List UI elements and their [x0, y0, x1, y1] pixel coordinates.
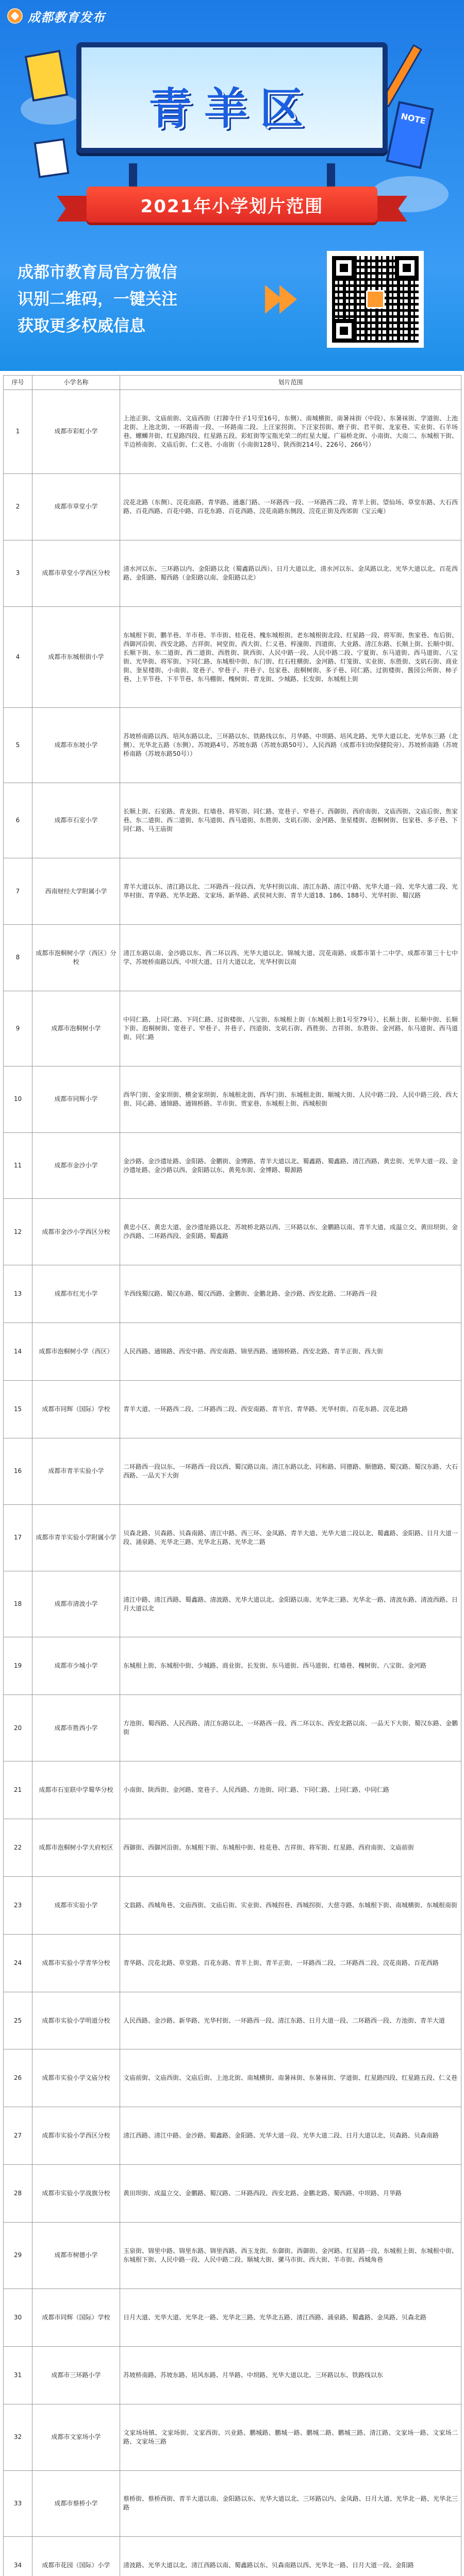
double-arrow-icon [265, 285, 294, 314]
table-row [4, 1132, 461, 1199]
school-name: 成都市泡桐树小学（西区）分校 [32, 925, 120, 991]
school-name: 成都市胜西小学 [32, 1695, 120, 1761]
table-row [4, 858, 461, 925]
zoning-range: 小南街、陕西街、金河路、宽巷子、人民西路、方池街、同仁路、下同仁路、上同仁路、中同仁路 [120, 1761, 461, 1819]
zoning-range: 上池正街、文庙前街、文庙西街（打蹄寺什子1号至16号，东侧）、南城横街、南暑袜街（中段）、东暑袜街、学道街、上池北街、上池北街、一环路南一段、一环路南二段、上汪家拐街、下汪家拐街、磨子街、君平街、龙家巷、实业街、石羊场巷、螺蛳井街、红星路四段、红星路五段、彩虹街等宝瓶光荣二的红星大厦、广福桥北街、小南街、大南二、东城根下街、半边桥南街、文庙后街、仁义巷、小南街（小南街128号、陕西街214号、226号、266号） [120, 390, 461, 474]
zoning-range: 长顺上街、石室路、青龙街、红墙巷、将军街、同仁路、宽巷子、窄巷子、西御街、西府南街、文庙西街、文庙后街、焦家巷、东二道街、西二道街、东马道街、西马道街、东胜街、支矶石街、金河路、奎星楼街、泡桐树街、包家巷、多子巷、下同仁路、马王庙街 [120, 783, 461, 858]
table-row [4, 1819, 461, 1877]
table-row [4, 2346, 461, 2404]
row-number: 14 [4, 1323, 32, 1381]
school-name: 成都市实验小学文庙分校 [32, 2049, 120, 2107]
table-row [4, 1695, 461, 1761]
subtitle: 2021年小学划片范围 [140, 196, 324, 217]
row-number: 1 [4, 390, 32, 474]
zoning-range: 文家场场镇、文家场街、文家西街、兴业路、鹏城路、鹏城一路、鹏城二路、鹏城三路、清江路、文家场一路、文家场二路、文家场三路 [120, 2404, 461, 2470]
school-name: 成都市同辉（国际）学校 [32, 1381, 120, 1438]
table-row [4, 2107, 461, 2165]
school-name: 成都市同辉小学 [32, 1066, 120, 1132]
subtitle-ribbon [87, 187, 377, 223]
school-name: 成都市三环路小学 [32, 2346, 120, 2404]
school-name: 成都市金沙小学西区分校 [32, 1199, 120, 1265]
row-number: 31 [4, 2346, 32, 2404]
table-row [4, 2165, 461, 2223]
row-number: 21 [4, 1761, 32, 1819]
table-row [4, 540, 461, 606]
header-range: 划片范围 [120, 376, 461, 390]
notebook-decoration-icon [386, 101, 434, 169]
zoning-range: 西御街、西御河沿街、东城根下街、东城根中街、桂花巷、吉祥街、将军街、红星路、西府南街、文庙前街 [120, 1819, 461, 1877]
table-row [4, 1265, 461, 1323]
school-name: 成都市文家场小学 [32, 2404, 120, 2470]
zoning-range: 蔡桥街、蔡桥西街、青羊大道以南、金阳路以东、光华大道以北、三环路以内、金凤路、日月大道、光华北一路、光华北三路 [120, 2470, 461, 2537]
row-number: 4 [4, 606, 32, 708]
qr-code-icon[interactable] [327, 251, 424, 348]
table-row [4, 1438, 461, 1504]
school-name: 成都市东坡小学 [32, 708, 120, 783]
school-name: 成都市实验小学 [32, 1876, 120, 1934]
school-name: 成都市草堂小学 [32, 473, 120, 540]
title-board [76, 42, 388, 153]
table-row [4, 2223, 461, 2289]
zoning-range: 清水河以东、三环路以内、金阳路以北（蜀鑫路以西）、日月大道以北、清水河以东、金凤路以北、光华大道以北、百花西路、金阳路、蜀西路（金阳路以南、金阳路以北） [120, 540, 461, 606]
row-number: 10 [4, 1066, 32, 1132]
zoning-range: 黄忠小区、黄忠大道、金沙遗址路以北、苏坡桥北路以西、三环路以东、金鹏路以南、青羊大道、成温立交、黄田坝街、金沙西路、二环路西段、金阳路、蜀鑫路 [120, 1199, 461, 1265]
zoning-range: 黄田坝街、成温立交、金鹏路、蜀汉路、二环路西段、西安北路、金鹏北路、蜀西路、中坝路、月华路 [120, 2165, 461, 2223]
table-row [4, 1934, 461, 1992]
zoning-range: 浣花北路（东侧）、浣花南路、青华路、通惠门路、一环路西一段、一环路西二段、青羊上街、望仙场、草堂东路、大石西路、百花西路、百花中路、百花东路、百花西路、浣花南路东侧段、浣花正街及西郊街（宝云庵） [120, 473, 461, 540]
zoning-range: 苏坡桥南路、苏坡东路、培风东路、月华路、中坝路、光华大道以北、三环路以东、铁路线以东 [120, 2346, 461, 2404]
zoning-range: 二环路西一段以东、一环路西一段以西、蜀汉路以南、清江东路以北、同和路、同德路、顺德路、蜀汉路、蜀汉东路、大石西路、一品天下大街 [120, 1438, 461, 1504]
follow-line: 识别二维码，一键关注 [18, 290, 177, 309]
header-school: 小学名称 [32, 376, 120, 390]
table-row [4, 1066, 461, 1132]
zoning-range: 人民西路、通锦路、西安中路、西安南路、锦里西路、通锦桥路、西安北路、青羊正街、西大街 [120, 1323, 461, 1381]
row-number: 23 [4, 1876, 32, 1934]
school-name: 成都市东城根街小学 [32, 606, 120, 708]
row-number: 33 [4, 2470, 32, 2537]
zoning-range: 西华门街、金家坝街、横金家坝街、东城根北街、西华门街、东城根北街、顺城大街、人民中路二段、人民中路三段、西大街、同心路、通锦路、通锦桥路、羊市街、贾家巷、东城根上街、西城根街 [120, 1066, 461, 1132]
zoning-range: 文庙前街、文庙西街、文庙后街、上池北街、南城横街、南暑袜街、东暑袜街、学道街、红星路四段、红星路五段、仁义巷 [120, 2049, 461, 2107]
school-name: 成都市泡桐树小学天府校区 [32, 1819, 120, 1877]
row-number: 22 [4, 1819, 32, 1877]
row-number: 6 [4, 783, 32, 858]
school-name: 成都市花园（国际）小学 [32, 2537, 120, 2576]
school-name: 成都市石室联中学蜀华分校 [32, 1761, 120, 1819]
school-name: 成都市实验小学战旗分校 [32, 2165, 120, 2223]
school-name: 成都市少城小学 [32, 1637, 120, 1695]
row-number: 8 [4, 925, 32, 991]
school-name: 成都市红光小学 [32, 1265, 120, 1323]
table-row [4, 2537, 461, 2576]
row-number: 17 [4, 1504, 32, 1571]
school-name: 成都市金沙小学 [32, 1132, 120, 1199]
row-number: 7 [4, 858, 32, 925]
brand-name: 成都教育发布 [28, 10, 105, 25]
table-row [4, 473, 461, 540]
table-row [4, 925, 461, 991]
school-name: 成都市清波小学 [32, 1571, 120, 1637]
table-row [4, 1876, 461, 1934]
brand-logo-icon [7, 8, 23, 24]
table-row [4, 2049, 461, 2107]
table-row [4, 1571, 461, 1637]
row-number: 27 [4, 2107, 32, 2165]
table-row [4, 606, 461, 708]
school-name: 西南财经大学附属小学 [32, 858, 120, 925]
zoning-range: 东城根下街、鹏羊巷、羊市巷、羊市街、桂花巷、槐东城根街、老东城根街北段、红星路一段、将军街、焦家巷、布后街、西御河沿街、西安北路、吉祥街、祠堂街、西大街、仁义巷、梓潼街、四道街、大业路、清江东路、长顺上街、长顺中街、长顺下街、东二道街、西二道街、西胜街、陕西街、人民中路一段、人民中路二段、宁夏街、东马道街、西马道街、八宝街、光华街、将军街、下同仁路、东城根中街、东门街、红石柱横街、金河路、灯笼街、实业街、东胜街、支矶石街、商业街、奎星楼街、小南街、宽巷子、窄巷子、井巷子、包家巷、泡桐树街、多子巷、同仁路、过街楼街、酱园公所街、柿子巷、上半节巷、下半节巷、东马棚街、槐树街、青龙街、少城路、长发街、东城根上街 [120, 606, 461, 708]
table-row [4, 390, 461, 474]
row-number: 2 [4, 473, 32, 540]
row-number: 32 [4, 2404, 32, 2470]
table-header-row [4, 376, 461, 390]
row-number: 28 [4, 2165, 32, 2223]
school-name: 成都市泡桐树小学 [32, 991, 120, 1066]
row-number: 30 [4, 2289, 32, 2346]
row-number: 16 [4, 1438, 32, 1504]
notebook-label: NOTE [400, 111, 427, 126]
zoning-range: 东城根上街、东城根中街、少城路、商业街、长发街、东马道街、西马道街、红墙巷、槐树街、八宝街、金河路 [120, 1637, 461, 1695]
table-row [4, 708, 461, 783]
row-number: 15 [4, 1381, 32, 1438]
table-row [4, 1323, 461, 1381]
school-name: 成都市石室小学 [32, 783, 120, 858]
row-number: 3 [4, 540, 32, 606]
school-name: 成都市树德小学 [32, 2223, 120, 2289]
row-number: 9 [4, 991, 32, 1066]
table-row [4, 1761, 461, 1819]
table-row [4, 2404, 461, 2470]
header-no: 序号 [4, 376, 32, 390]
top-bar [0, 0, 464, 32]
zoning-range: 清江东路以南、金沙路以东、西二环以西、光华大道以北、锦城大道、浣花南路、成都市第十二中学、成都市第三十七中学、苏坡桥南路以西、中坝大道、日月大道以北、光华村街以南 [120, 925, 461, 991]
zoning-range: 金沙路、金沙遗址路、金阳路、金鹏街、金博路、青羊大道以北、蜀鑫路、蜀鑫路、清江西路、黄忠街、光华大道一段、金沙遗址路、金沙路以西、金阳路以东、黄苑东街、金博路、蜀源路 [120, 1132, 461, 1199]
row-number: 26 [4, 2049, 32, 2107]
row-number: 19 [4, 1637, 32, 1695]
school-name: 成都市草堂小学西区分校 [32, 540, 120, 606]
row-number: 25 [4, 1992, 32, 2049]
district-title: 青羊区 [148, 83, 316, 134]
table-row [4, 991, 461, 1066]
zoning-range: 日月大道、光华大道、光华北一路、光华北三路、光华北五路、清江西路、涌泉路、蜀鑫路、金凤路、贝森北路 [120, 2289, 461, 2346]
table-row [4, 1992, 461, 2049]
zoning-range: 羊西线蜀汉路、蜀汉东路、蜀汉西路、金鹏街、金鹏北路、金沙路、西安北路、二环路西一段 [120, 1265, 461, 1323]
school-name: 成都市彩虹小学 [32, 390, 120, 474]
zoning-range: 青羊大道、一环路西二段、二环路西二段、西安南路、青羊宫、青华路、光华村街、百花东路、浣花北路 [120, 1381, 461, 1438]
zoning-range: 清波路、光华大道以北、清江西路以南、蜀鑫路以东、贝森南路以西、光华北一路、日月大道一段、金阳路 [120, 2537, 461, 2576]
school-name: 成都市实验小学明道分校 [32, 1992, 120, 2049]
row-number: 34 [4, 2537, 32, 2576]
cloud-decoration [21, 94, 82, 125]
table-row [4, 1637, 461, 1695]
school-name: 成都市同辉（国际）学校 [32, 2289, 120, 2346]
follow-line: 获取更多权威信息 [18, 317, 145, 335]
row-number: 13 [4, 1265, 32, 1323]
row-number: 5 [4, 708, 32, 783]
zoning-range: 苏坡桥南路以西、培风东路以北、三环路以东、铁路线以东、月华路、中坝路、培风北路、光华大道以北、光华东三路（北侧）、光华北五路（东侧）、苏坡路4号、苏坡东路（苏坡东路50号）、人民西路（成都市妇幼保健院旁）、苏坡桥南路（苏坡桥南路（苏坡东路50号）） [120, 708, 461, 783]
row-number: 18 [4, 1571, 32, 1637]
school-name: 成都市蔡桥小学 [32, 2470, 120, 2537]
follow-info [0, 228, 464, 371]
table-row [4, 2470, 461, 2537]
row-number: 12 [4, 1199, 32, 1265]
note-decoration-icon [25, 50, 69, 102]
zoning-range: 玉泉街、锦里中路、锦里东路、锦里西路、西玉龙街、东御街、西御街、金河路、红星路一段、东城根上街、东城根中街、东城根下街、人民中路一段、人民中路二段、顺城大街、骡马市街、西大街、羊市街、西城角巷 [120, 2223, 461, 2289]
row-number: 11 [4, 1132, 32, 1199]
zoning-range: 清江西路、清江中路、金沙路、蜀鑫路、金阳路、光华大道一段、光华大道二段、日月大道以北、贝森路、贝森南路 [120, 2107, 461, 2165]
follow-line: 成都市教育局官方微信 [18, 263, 177, 282]
school-name: 成都市青羊实验小学附属小学 [32, 1504, 120, 1571]
school-name: 成都市泡桐树小学（西区） [32, 1323, 120, 1381]
zoning-range: 青华路、浣花北路、草堂路、百花东路、青羊上街、青羊正街、一环路西二段、二环路西二段、浣花南路、百花西路 [120, 1934, 461, 1992]
zoning-range: 人民西路、金沙路、新华路、光华村街、一环路西一段、清江东路、日月大道一段、二环路西一段、方池街、青羊大道 [120, 1992, 461, 2049]
zoning-table [3, 375, 461, 2576]
checklist-decoration-icon [34, 138, 69, 178]
banner [0, 32, 464, 228]
school-name: 成都市实验小学青华分校 [32, 1934, 120, 1992]
table-row [4, 783, 461, 858]
table-row [4, 2289, 461, 2346]
zoning-range: 清江中路、清江西路、蜀鑫路、清波路、光华大道以北、金阳路以南、光华北三路、光华北一路、清波东路、清波西路、日月大道以北 [120, 1571, 461, 1637]
row-number: 24 [4, 1934, 32, 1992]
follow-text [18, 259, 260, 340]
zoning-table-container [0, 371, 464, 2576]
zoning-range: 贝森北路、贝森路、贝森南路、清江中路、西三环、金凤路、青羊大道、光华大道二段以北、蜀鑫路、金阳路、日月大道一段、涌泉路、光华北三路、光华北五路、光华北二路 [120, 1504, 461, 1571]
table-row [4, 1199, 461, 1265]
zoning-range: 文翁路、西城角巷、文庙西街、文庙后街、实业街、西城拐巷、西城拐街、大慈寺路、东城根下街、南城横街、东城根南街 [120, 1876, 461, 1934]
zoning-range: 中同仁路、上同仁路、下同仁路、过街楼街、八宝街、东城根上街（东城根上街1号至79号）、长顺上街、长顺中街、长顺下街、泡桐树街、宽巷子、窄巷子、井巷子、四道街、支矶石街、西胜街、吉祥街、东胜街、金河路、东马道街、西马道街、同仁路 [120, 991, 461, 1066]
zoning-range: 青羊大道以东、清江路以北、二环路西一段以西、光华村街以南、清江东路、清江中路、光华大道一段、光华大道二段、光华村街、青华路、光华北路、文家场、新华路、武侯祠大街、青羊大道18、186、188号、光华村街、蜀汉路 [120, 858, 461, 925]
table-row [4, 1381, 461, 1438]
school-name: 成都市青羊实验小学 [32, 1438, 120, 1504]
table-body [4, 390, 461, 2576]
zoning-range: 方池街、蜀西路、人民西路、清江东路以北、一环路西一段、西二环以东、西安北路以南、一品天下大街、蜀汉东路、金鹏街 [120, 1695, 461, 1761]
row-number: 29 [4, 2223, 32, 2289]
table-row [4, 1504, 461, 1571]
row-number: 20 [4, 1695, 32, 1761]
school-name: 成都市实验小学西区分校 [32, 2107, 120, 2165]
